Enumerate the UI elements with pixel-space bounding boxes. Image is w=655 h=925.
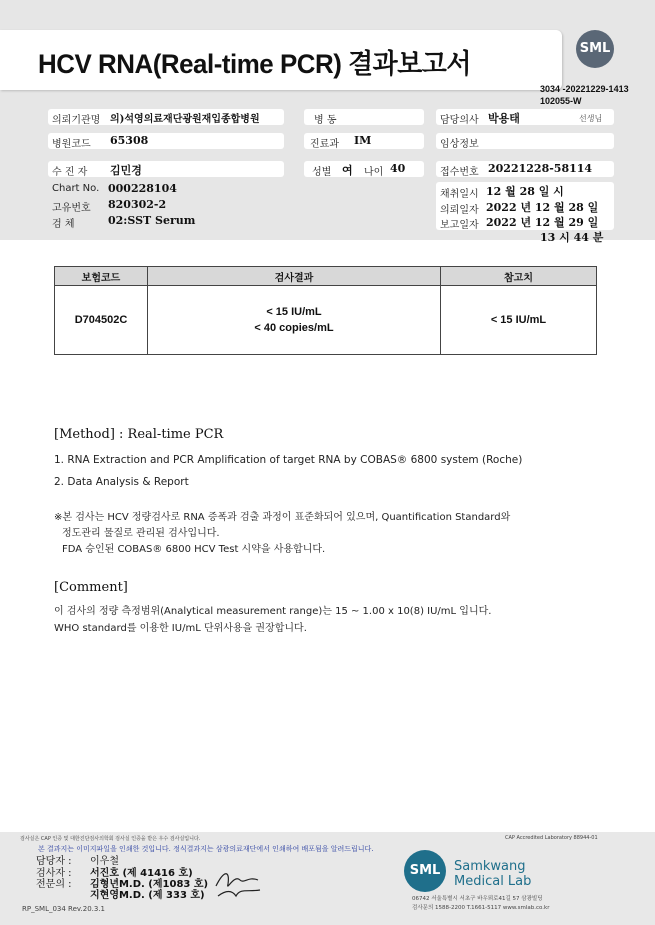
examiner-name: 서진호 (제 41416 호) (90, 868, 193, 879)
dept-value: IM (354, 134, 372, 147)
unique-value: 820302-2 (108, 198, 167, 211)
hospital-code-label: 병원코드 (52, 139, 91, 150)
report-title: HCV RNA(Real-time PCR) 결과보고서 (38, 49, 471, 79)
unique-label: 고유번호 (52, 203, 91, 214)
method-line2: 2. Data Analysis & Report (54, 476, 189, 488)
doctor-suffix: 선생님 (579, 114, 603, 123)
notice-text: 본 결과지는 이미지파일을 인쇄한 것입니다. 정식결과지는 삼광의료재단에서 인쇄하여 배포됨을 알려드립니다. (38, 845, 374, 853)
result-cell (148, 286, 441, 355)
method-note1: ※본 검사는 HCV 정량검사로 RNA 증폭과 검출 과정이 표준화되어 있으며, Quantification Standard와 (54, 512, 511, 523)
report-number (540, 83, 629, 107)
sml-logo (576, 30, 614, 68)
report-date-value: 2022 년 12 월 29 일 (486, 216, 599, 229)
chart-label: Chart No. (52, 183, 100, 194)
specialist-label: 전문의 : (36, 879, 72, 890)
collect-value: 12 월 28 일 시 (486, 185, 564, 198)
specimen-value: 02:SST Serum (108, 214, 196, 227)
company-name-1: Samkwang (454, 859, 526, 874)
report-number-line1: 3034 -20221229-1413 (540, 84, 629, 94)
age-value: 40 (390, 162, 406, 175)
method-note3: FDA 승인된 COBAS® 6800 HCV Test 시약을 사용합니다. (62, 544, 326, 555)
method-note2: 정도관리 물질로 관리된 검사입니다. (62, 528, 220, 539)
collect-label: 채취일시 (440, 189, 479, 200)
comment-line2: WHO standard를 이용한 IU/mL 단위사용을 권장합니다. (54, 623, 307, 634)
company-name-2: Medical Lab (454, 874, 532, 889)
insurance-code-cell: D704502C (55, 286, 148, 355)
sml-logo-bottom-text: SML (409, 863, 441, 878)
receipt-label: 접수번호 (440, 167, 479, 178)
sex-value: 여 (342, 164, 353, 177)
ward-label: 병 동 (314, 115, 337, 126)
report-date-label: 보고일자 (440, 220, 479, 231)
request-value: 2022 년 12 월 28 일 (486, 201, 599, 214)
receipt-value: 20221228-58114 (488, 162, 593, 175)
chart-value: 000228104 (108, 182, 177, 195)
specialist-1: 김형년M.D. (제1083 호) (90, 879, 209, 890)
reference-cell: < 15 IU/mL (441, 286, 597, 355)
result-copies: < 40 copies/mL (254, 322, 334, 334)
institution-value: 의)석영의료재단광원재입종합병원 (110, 114, 260, 125)
sml-logo-bottom (404, 850, 446, 892)
institution-label: 의뢰기관명 (52, 115, 101, 126)
col-result: 검사결과 (148, 267, 441, 286)
age-label: 나이 (364, 167, 384, 178)
form-number: RP_SML_034 Rev.20.3.1 (22, 905, 105, 913)
cap-accreditation: CAP Accredited Laboratory 88944-01 (505, 835, 598, 841)
method-heading: [Method] : Real-time PCR (54, 427, 224, 442)
result-iu: < 15 IU/mL (266, 306, 322, 318)
sex-label: 성별 (312, 167, 332, 178)
report-number-line2: 102055-W (540, 96, 582, 106)
col-insurance-code: 보험코드 (55, 267, 148, 286)
patient-label: 수 진 자 (52, 167, 88, 178)
signature-image (214, 866, 264, 900)
sml-logo-text: SML (579, 41, 611, 56)
hospital-code-value: 65308 (110, 134, 149, 147)
comment-heading: [Comment] (54, 580, 128, 595)
dept-label: 진료과 (310, 139, 339, 150)
col-reference: 참고치 (441, 267, 597, 286)
specialist-2: 지현영M.D. (제 333 호) (90, 890, 205, 901)
doctor-label: 담당의사 (440, 115, 479, 126)
request-label: 의뢰일자 (440, 205, 479, 216)
table-row (55, 286, 597, 355)
doctor-value: 박용태 (488, 112, 520, 125)
method-line1: 1. RNA Extraction and PCR Amplification of target RNA by COBAS® 6800 system (Roche) (54, 454, 523, 466)
clinical-label: 임상정보 (440, 139, 479, 150)
comment-line1: 이 검사의 정량 측정범위(Analytical measurement range)는 15 ~ 1.00 x 10(8) IU/mL 입니다. (54, 606, 492, 617)
results-table (54, 266, 597, 355)
examiner-label: 검사자 : (36, 868, 72, 879)
manager-name: 이우철 (90, 856, 119, 867)
specimen-label: 검 체 (52, 219, 75, 230)
patient-name: 김민경 (110, 164, 142, 177)
company-phone: 검사문의 1588-2200 T.1661-5117 www.smlab.co.kr (412, 905, 550, 911)
accreditation-note: 검사실은 CAP 인증 및 대한진단검사의학회 검사실 인증을 받은 우수 검사실입니다. (20, 836, 201, 842)
company-address: 06742 서울특별시 서초구 바우뫼로41길 57 삼광빌딩 (412, 896, 543, 902)
manager-label: 담당자 : (36, 856, 72, 867)
results-header-row (55, 267, 597, 286)
report-time-value: 13 시 44 분 (540, 231, 604, 244)
